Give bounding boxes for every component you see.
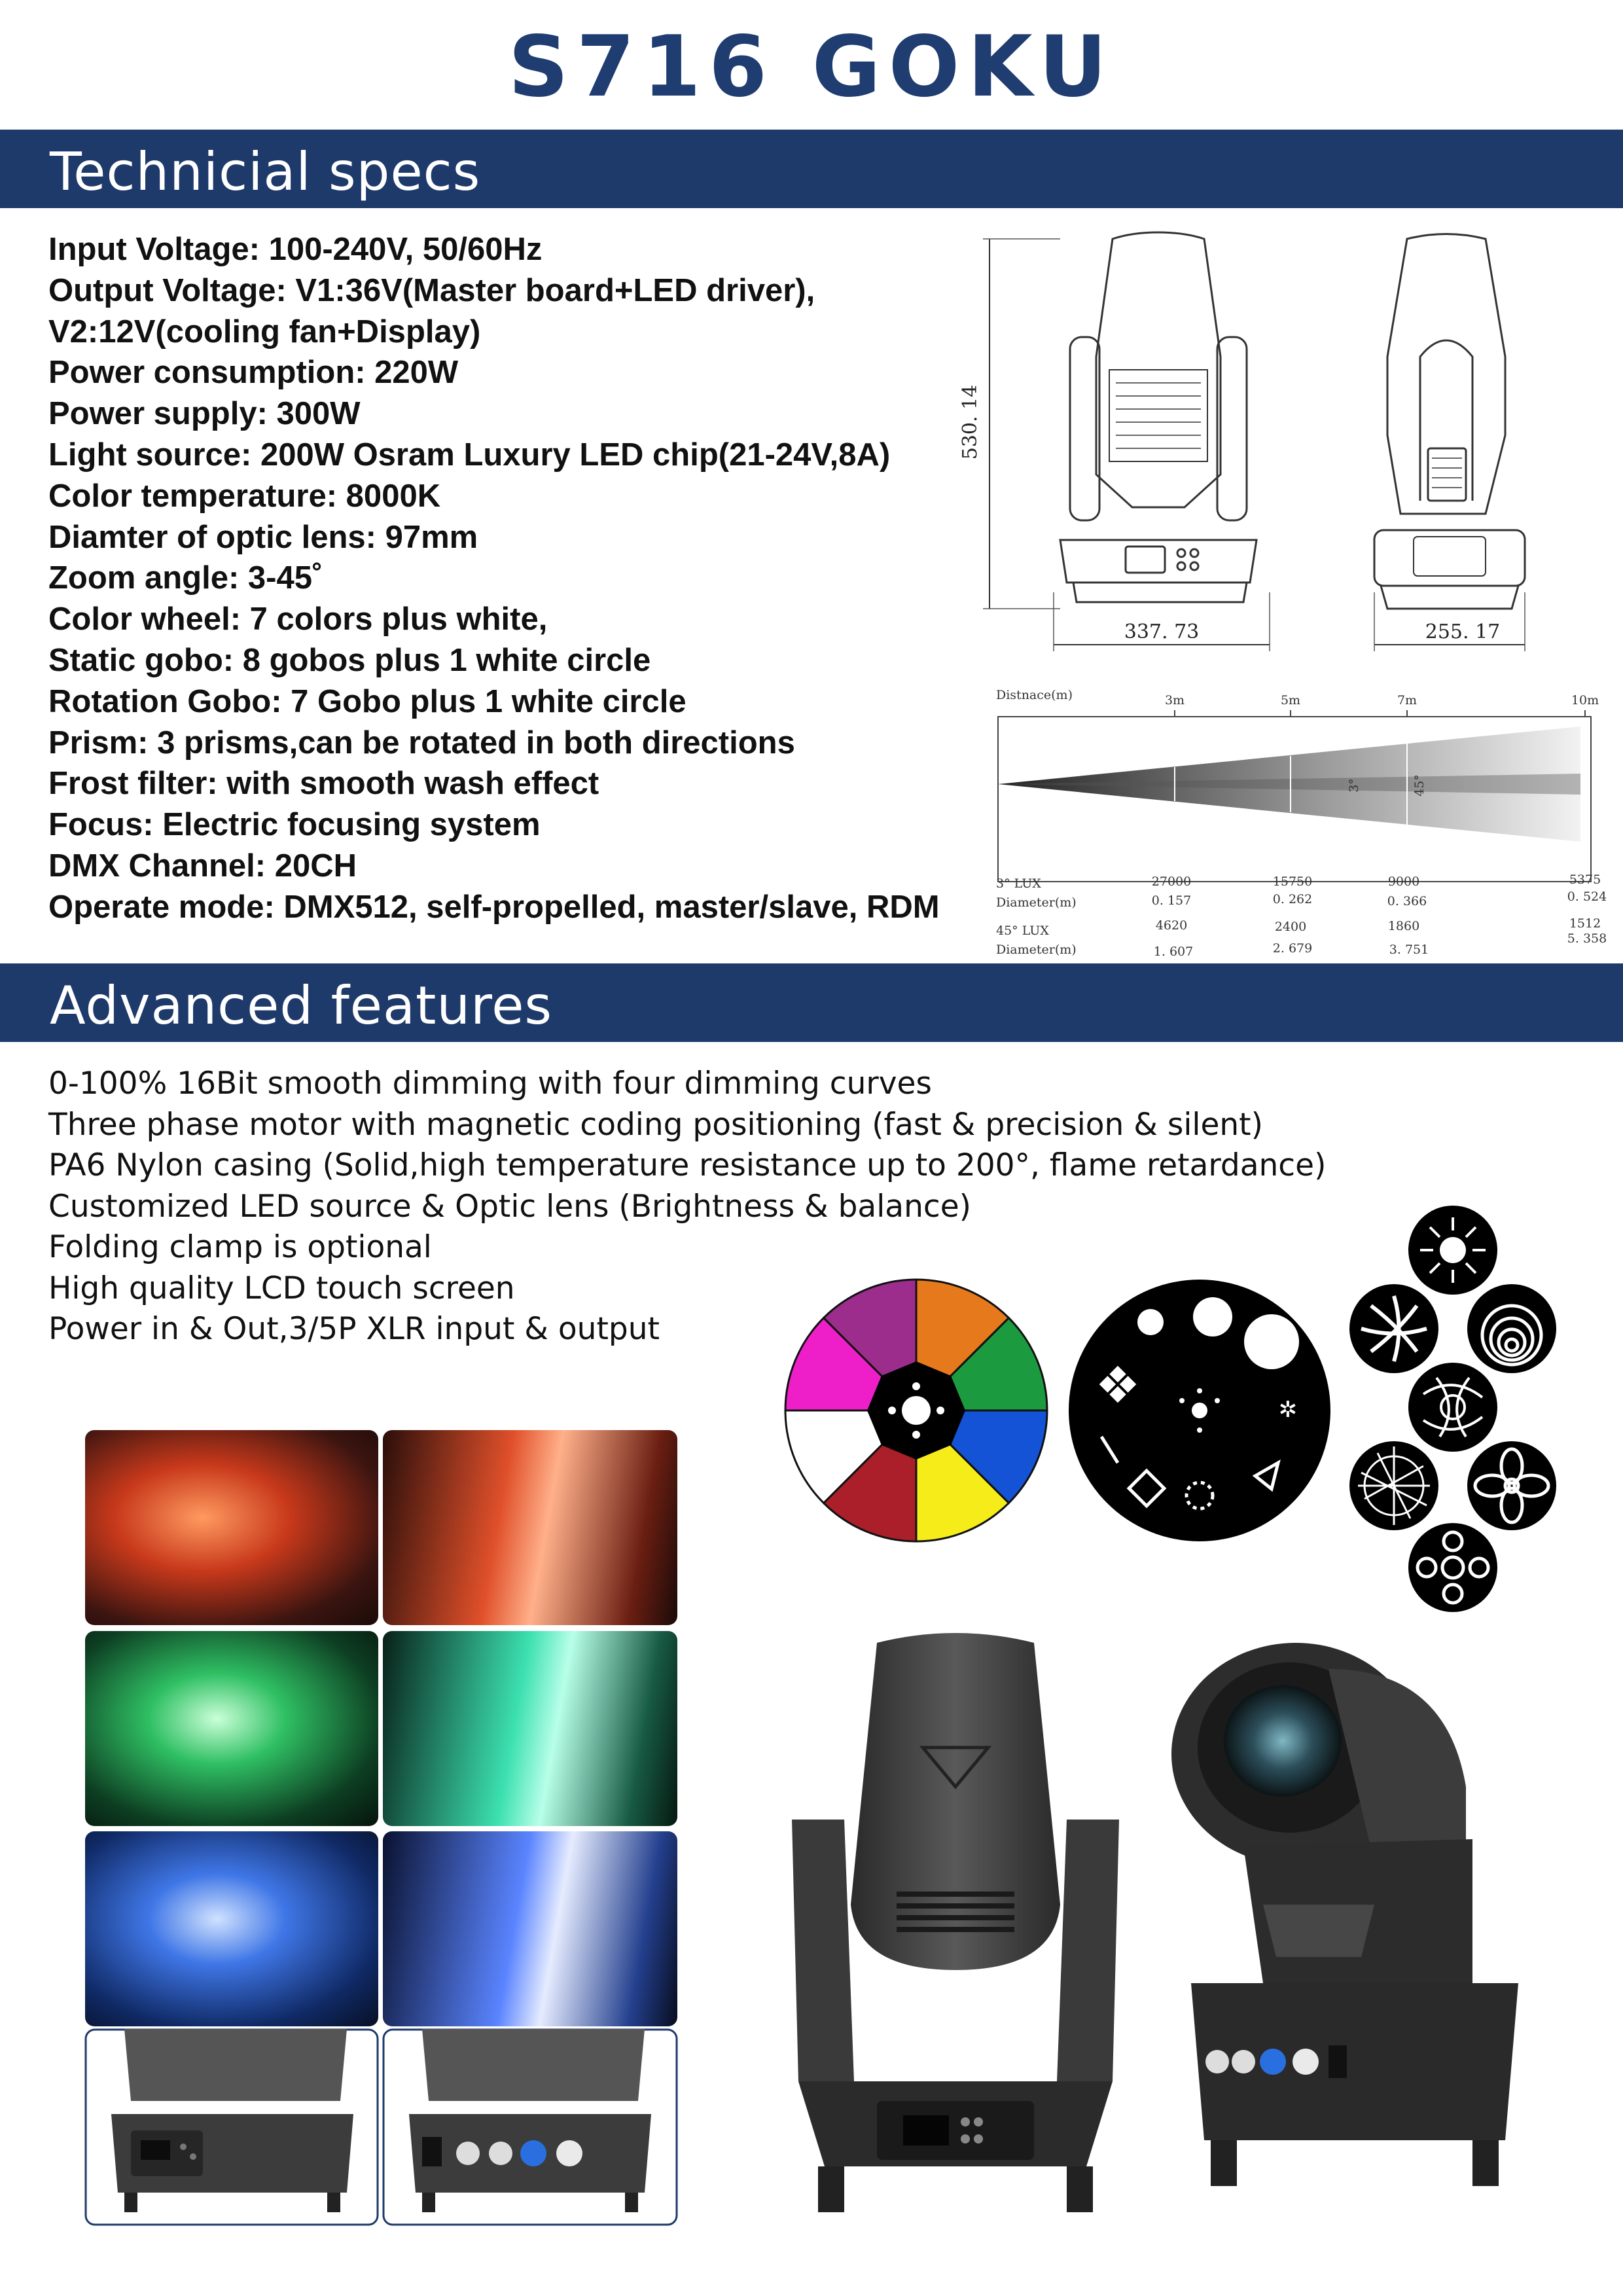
spec-item: DMX Channel: 20CH [48, 848, 357, 884]
distance-tick: 5m [1280, 693, 1301, 708]
diameter-value: 0. 262 [1272, 892, 1313, 906]
spec-item: Color wheel: 7 colors plus white, [48, 601, 548, 637]
feature-item: Folding clamp is optional [48, 1229, 432, 1265]
feature-item: High quality LCD touch screen [48, 1270, 515, 1306]
spec-item: Input Voltage: 100-240V, 50/60Hz [48, 232, 543, 267]
diameter-value: 0. 524 [1567, 889, 1607, 904]
feature-item: Power in & Out,3/5P XLR input & output [48, 1311, 660, 1347]
gobo-petal-icon [1467, 1441, 1556, 1530]
feature-item: Three phase motor with magnetic coding positioning (fast & precision & silent) [48, 1106, 1263, 1143]
lux-value: 4620 [1155, 918, 1188, 933]
green-beam-photo [85, 1631, 378, 1826]
spec-item: V2:12V(cooling fan+Display) [48, 314, 481, 350]
specs-section-header [0, 130, 1623, 208]
gobo-dots-icon [1408, 1523, 1497, 1612]
spec-item: Light source: 200W Osram Luxury LED chip(21-24V,8A) [48, 437, 891, 473]
diameter-value: 1. 607 [1153, 944, 1194, 959]
spec-item: Prism: 3 prisms,can be rotated in both directions [48, 725, 795, 761]
svg-text:✲: ✲ [1278, 1397, 1298, 1423]
diameter-value: 2. 679 [1272, 941, 1313, 956]
width-dimension: 337. 73 [1124, 620, 1200, 643]
gobo-web-icon [1408, 1363, 1497, 1452]
spec-item: Zoom angle: 3-45˚ [48, 560, 323, 596]
features-section-header [0, 963, 1623, 1042]
lux-value: 1860 [1387, 919, 1420, 933]
beam-chart [988, 681, 1610, 969]
row-label: 45° LUX [996, 924, 1049, 938]
diameter-value: 3. 751 [1389, 942, 1429, 957]
gobo-flower-icon [1349, 1284, 1438, 1373]
spec-item: Static gobo: 8 gobos plus 1 white circle [48, 642, 651, 678]
distance-label: Distnace(m) [996, 688, 1073, 702]
static-gobo-wheel [1065, 1276, 1334, 1545]
diameter-value: 0. 366 [1387, 894, 1427, 908]
distance-tick: 7m [1397, 693, 1418, 708]
angle-label-45: 45° [1412, 774, 1427, 797]
specs-heading: Technicial specs [50, 141, 481, 202]
side-view-drawing [1374, 234, 1525, 609]
spec-item: Power consumption: 220W [48, 355, 459, 391]
spec-item: Power supply: 300W [48, 396, 361, 432]
diameter-value: 5. 358 [1567, 931, 1607, 946]
base-connectors-photo [383, 2029, 677, 2225]
blue-beam-photo-2 [383, 1831, 677, 2026]
spec-item: Focus: Electric focusing system [48, 807, 541, 843]
spec-item: Operate mode: DMX512, self-propelled, master/slave, RDM [48, 889, 940, 925]
teal-beam-photo [383, 1631, 677, 1826]
lux-value: 5375 [1569, 872, 1601, 887]
lux-value: 15750 [1272, 874, 1313, 889]
color-wheel [782, 1276, 1050, 1545]
spec-item: Frost filter: with smooth wash effect [48, 766, 599, 802]
red-beam-photo [85, 1430, 378, 1625]
row-label: Diameter(m) [996, 942, 1077, 957]
page-title: S716 GOKU [508, 18, 1115, 116]
rotation-gobo-set [1348, 1204, 1564, 1617]
row-label: 3° LUX [996, 876, 1041, 891]
red-beam-photo-2 [383, 1430, 677, 1625]
spec-item: Diamter of optic lens: 97mm [48, 519, 478, 555]
base-front-photo [85, 2029, 378, 2225]
product-front-render [779, 1630, 1132, 2232]
blue-beam-photo [85, 1831, 378, 2026]
diameter-value: 0. 157 [1151, 893, 1192, 908]
lux-value: 9000 [1387, 874, 1420, 889]
depth-dimension: 255. 17 [1425, 620, 1501, 643]
spec-item: Rotation Gobo: 7 Gobo plus 1 white circle [48, 683, 687, 719]
lux-value: 27000 [1151, 874, 1192, 889]
feature-item: Customized LED source & Optic lens (Brightness & balance) [48, 1188, 971, 1225]
gobo-spiral-icon [1467, 1284, 1556, 1373]
lux-value: 1512 [1569, 916, 1601, 931]
distance-tick: 10m [1571, 693, 1599, 708]
wheel-center-hole [902, 1396, 931, 1425]
gobo-scribble-icon [1349, 1441, 1438, 1530]
spec-item: Color temperature: 8000K [48, 478, 441, 514]
spec-item: Output Voltage: V1:36V(Master board+LED driver), [48, 272, 815, 308]
lux-value: 2400 [1274, 920, 1307, 934]
angle-label-3: 3° [1347, 778, 1361, 793]
specs-list [48, 229, 991, 928]
feature-item: PA6 Nylon casing (Solid,high temperature resistance up to 200°, flame retardance) [48, 1147, 1327, 1183]
feature-item: 0-100% 16Bit smooth dimming with four dimming curves [48, 1066, 932, 1102]
distance-tick: 3m [1164, 693, 1185, 708]
features-heading: Advanced features [50, 975, 553, 1036]
product-angled-render [1165, 1643, 1544, 2232]
front-view-drawing [1060, 232, 1257, 602]
height-dimension: 530. 14 [959, 384, 982, 460]
gobo-burst-icon [1408, 1206, 1497, 1295]
row-label: Diameter(m) [996, 895, 1077, 910]
dimension-drawing [959, 226, 1610, 658]
